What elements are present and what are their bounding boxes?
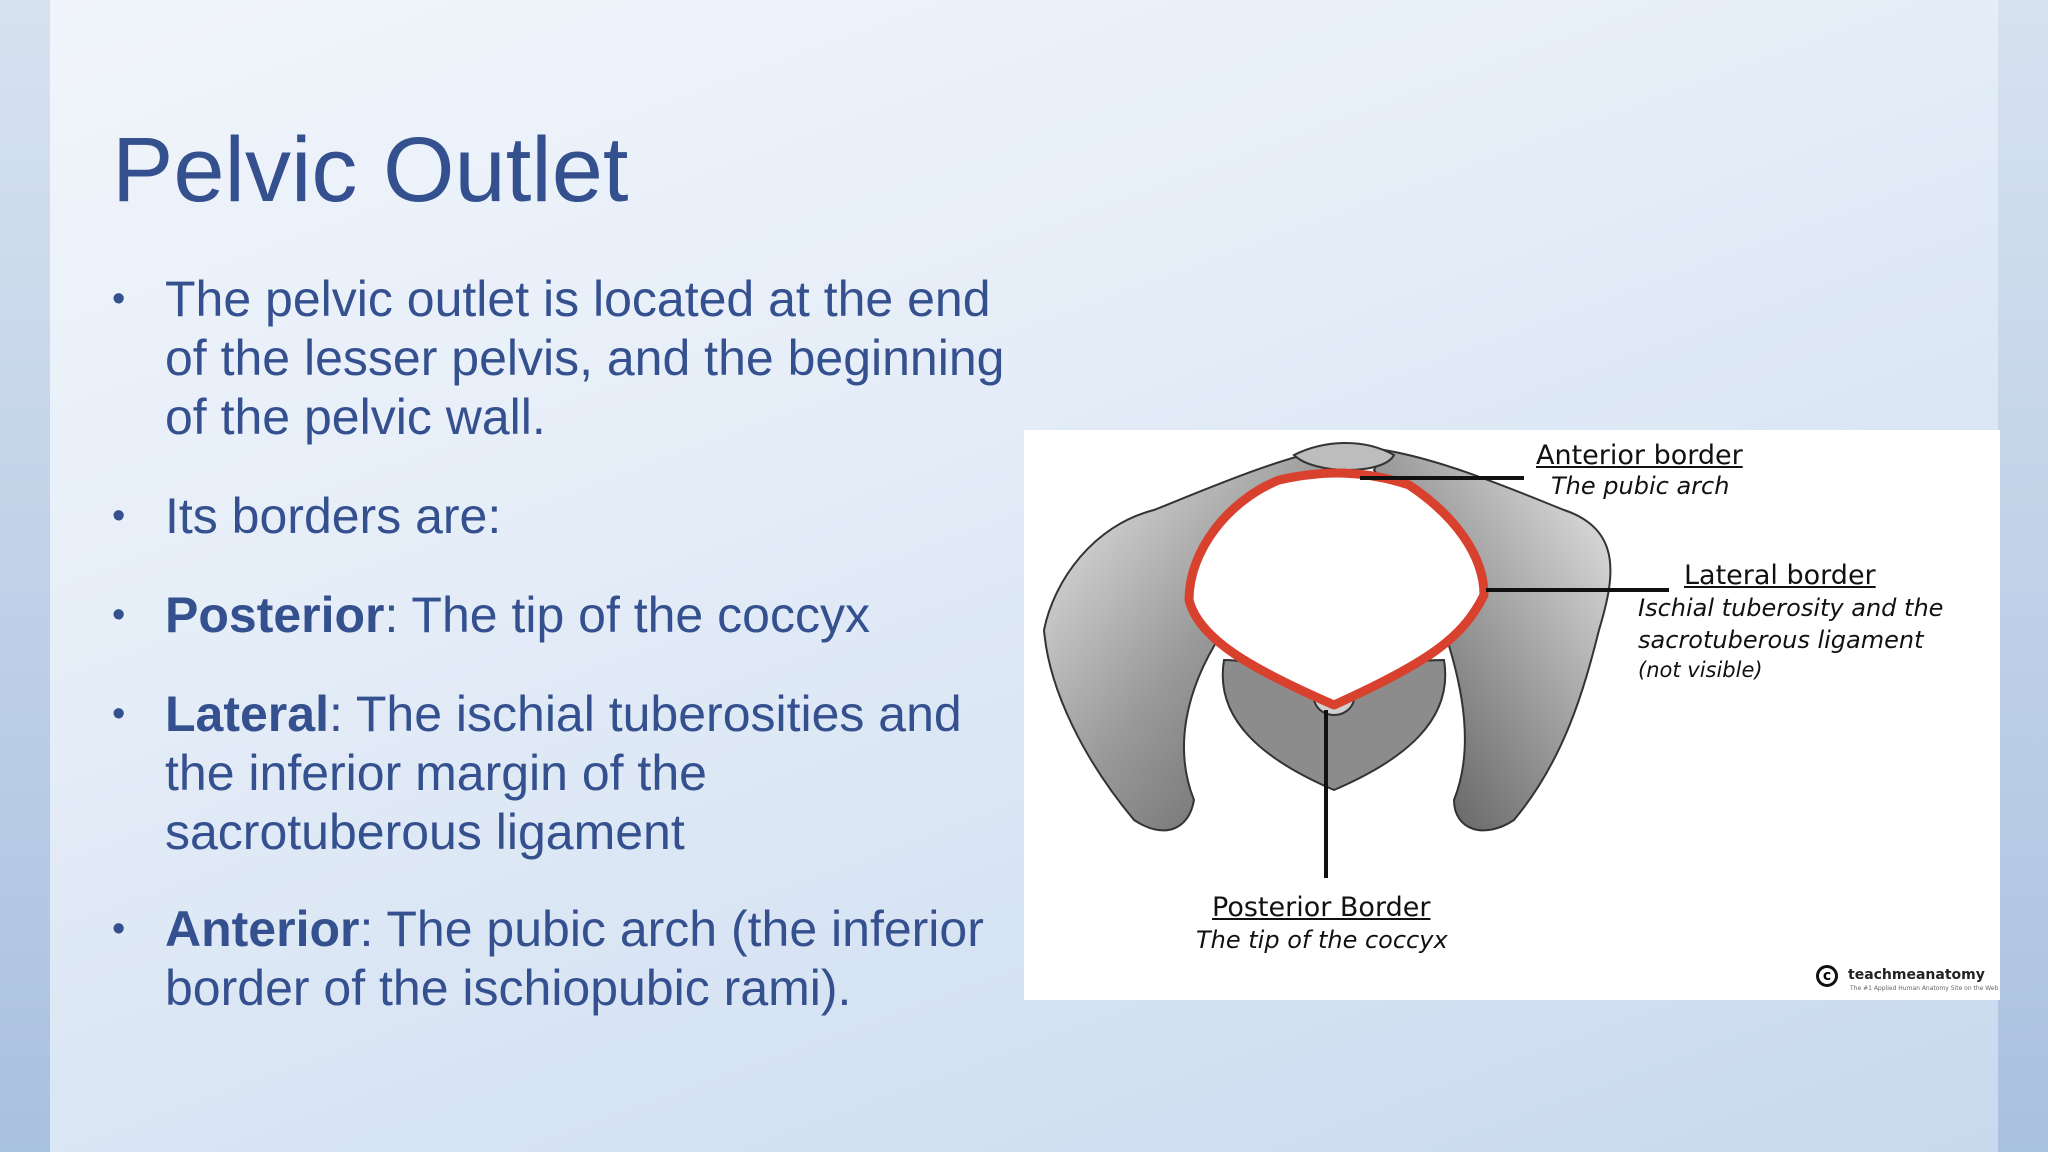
bullet-text: : The pubic arch (the inferior border of the ischiopubic rami). [165, 901, 984, 1016]
credit-logo-text: teachmeanatomy [1848, 967, 1985, 983]
bullet-text: Its borders are: [165, 488, 502, 544]
anterior-border-label: Anterior border [1536, 440, 1743, 471]
bullet-item [112, 900, 1012, 1018]
bullet-text: : The tip of the coccyx [384, 587, 870, 643]
lateral-border-label: Lateral border [1684, 560, 1876, 591]
bullet-item [112, 270, 1012, 447]
bullet-bold-term: Posterior [165, 587, 385, 643]
posterior-border-sub: The tip of the coccyx [1196, 926, 1448, 954]
bullet-list [112, 270, 1012, 1018]
bullet-item [112, 487, 1012, 546]
bullet-item [112, 685, 1012, 862]
lateral-border-sub3: (not visible) [1638, 658, 1763, 682]
slide-title: Pelvic Outlet [112, 119, 629, 221]
lateral-border-sub2: sacrotuberous ligament [1638, 626, 1924, 654]
pelvis-illustration [1024, 430, 2000, 1000]
slide-left-edge [0, 0, 50, 1152]
bullet-text: : The ischial tuberosities and the inferior margin of the sacrotuberous ligament [165, 686, 962, 860]
bullet-item [112, 586, 1012, 645]
bullet-bold-term: Anterior [165, 901, 360, 957]
posterior-border-label: Posterior Border [1212, 892, 1431, 923]
lateral-border-sub1: Ischial tuberosity and the [1638, 594, 1944, 622]
bullet-text: The pelvic outlet is located at the end of the lesser pelvis, and the beginning of the pelvic wall. [165, 271, 1005, 445]
slide-right-edge [1998, 0, 2048, 1152]
credit-tagline: The #1 Applied Human Anatomy Site on the Web [1850, 985, 1999, 992]
bullet-bold-term: Lateral [165, 686, 329, 742]
anterior-border-sub: The pubic arch [1551, 472, 1730, 500]
pelvis-diagram [1024, 430, 2000, 1000]
copyright-icon: c [1816, 965, 1838, 987]
